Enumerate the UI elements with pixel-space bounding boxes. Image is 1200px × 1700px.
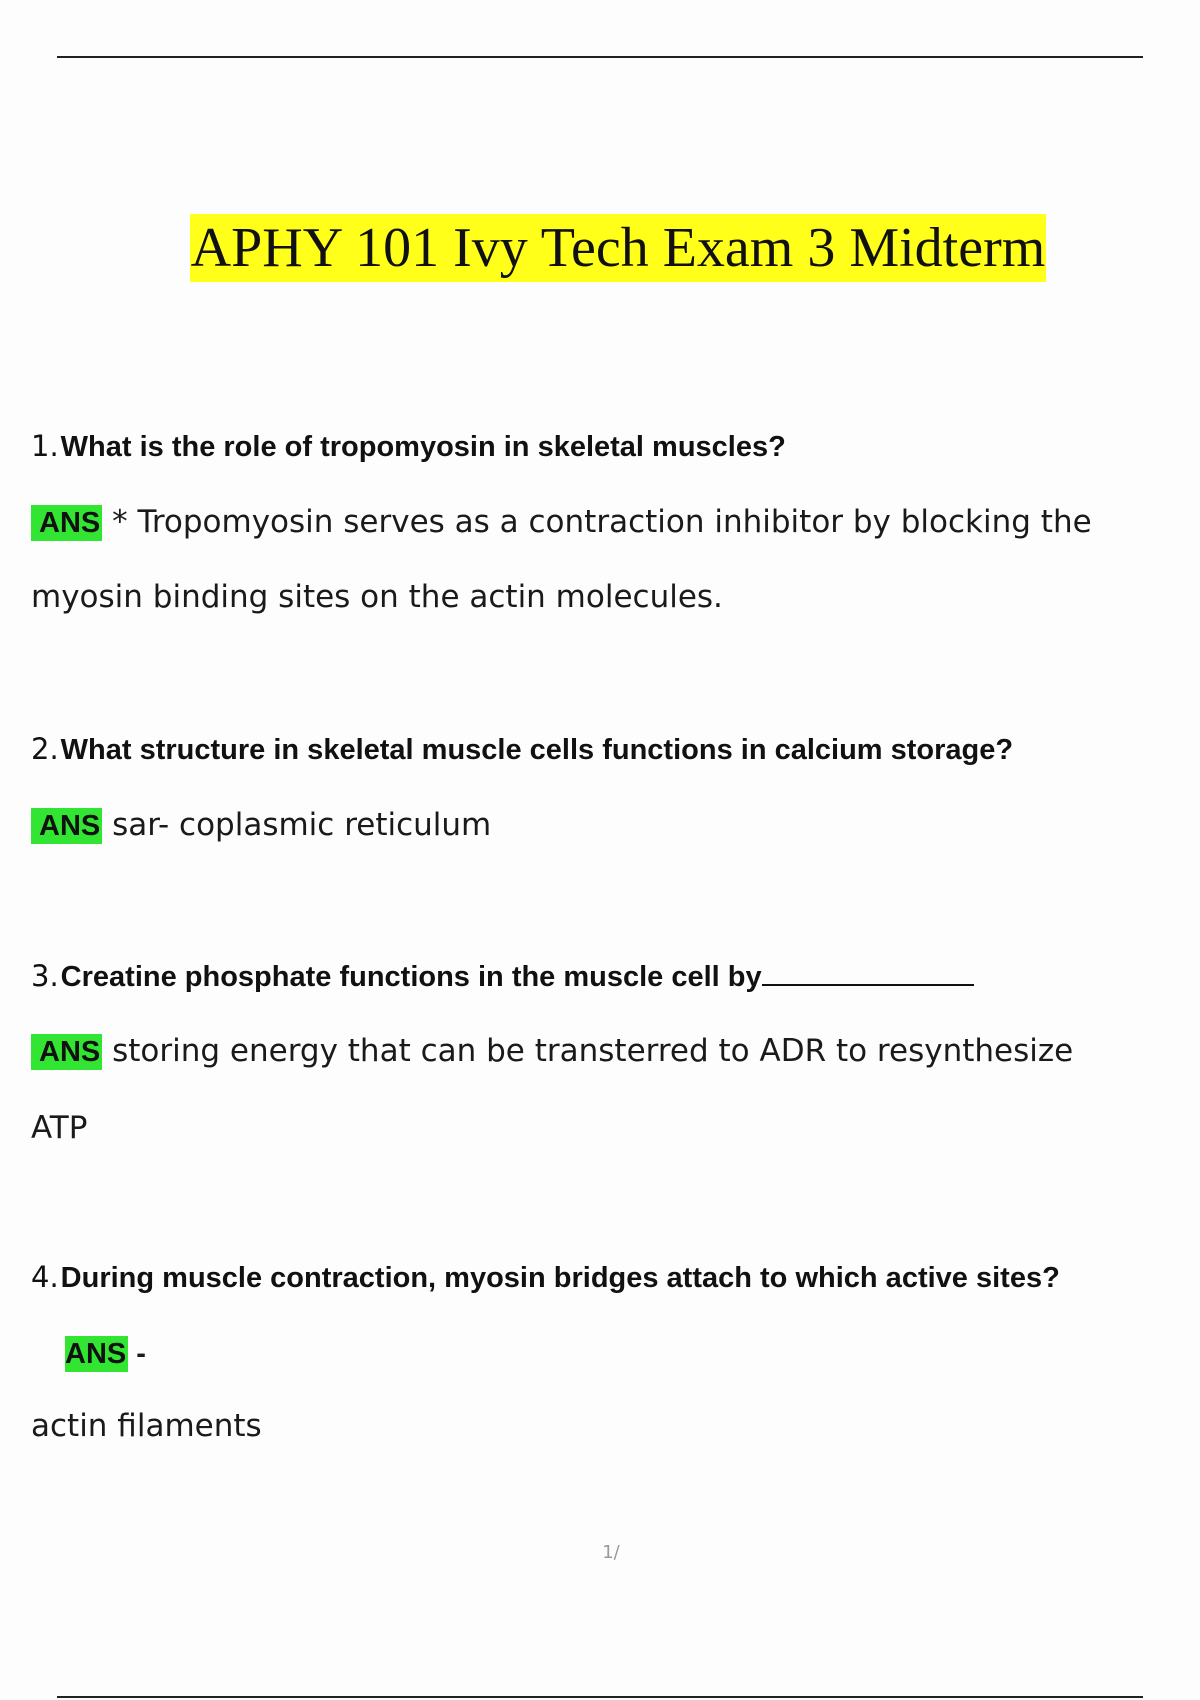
question-number: 2. — [31, 732, 59, 766]
answer-1 — [31, 504, 1092, 541]
bottom-rule — [57, 1696, 1143, 1698]
ans-label: ANS — [65, 1338, 127, 1370]
title-block — [0, 214, 1200, 282]
question-text: During muscle contraction, myosin bridges attach to which active sites? — [60, 1262, 1060, 1294]
answer-3 — [31, 1033, 1073, 1070]
answer-text: storing energy that can be transterred to ADR to resynthesize — [102, 1033, 1074, 1069]
answer-4 — [65, 1335, 146, 1372]
question-number: 1. — [31, 429, 59, 463]
question-text: Creatine phosphate functions in the muscle cell by — [60, 961, 762, 993]
ans-label: ANS — [31, 505, 102, 541]
question-text: What is the role of tropomyosin in skeletal muscles? — [60, 431, 786, 463]
question-3 — [31, 958, 974, 995]
top-rule — [57, 56, 1143, 58]
fill-in-blank — [762, 984, 974, 986]
answer-dash: - — [128, 1338, 146, 1370]
question-number: 4. — [31, 1260, 59, 1294]
question-2 — [31, 731, 1013, 768]
answer-2 — [31, 807, 491, 844]
document-title: APHY 101 Ivy Tech Exam 3 Midterm — [190, 214, 1047, 282]
question-text: What structure in skeletal muscle cells functions in calcium storage? — [60, 734, 1014, 766]
answer-4-continued: actin filaments — [31, 1408, 262, 1444]
answer-3-continued: ATP — [31, 1110, 88, 1146]
question-4 — [31, 1259, 1060, 1296]
question-number: 3. — [31, 959, 59, 993]
page-number: 1/ — [602, 1542, 620, 1563]
ans-label: ANS — [31, 808, 102, 844]
answer-text: * Tropomyosin serves as a contraction inhibitor by blocking the — [102, 504, 1092, 540]
ans-label: ANS — [31, 1034, 102, 1070]
answer-text: sar- coplasmic reticulum — [102, 807, 492, 843]
answer-1-continued: myosin binding sites on the actin molecules. — [31, 579, 723, 615]
question-1 — [31, 428, 786, 465]
